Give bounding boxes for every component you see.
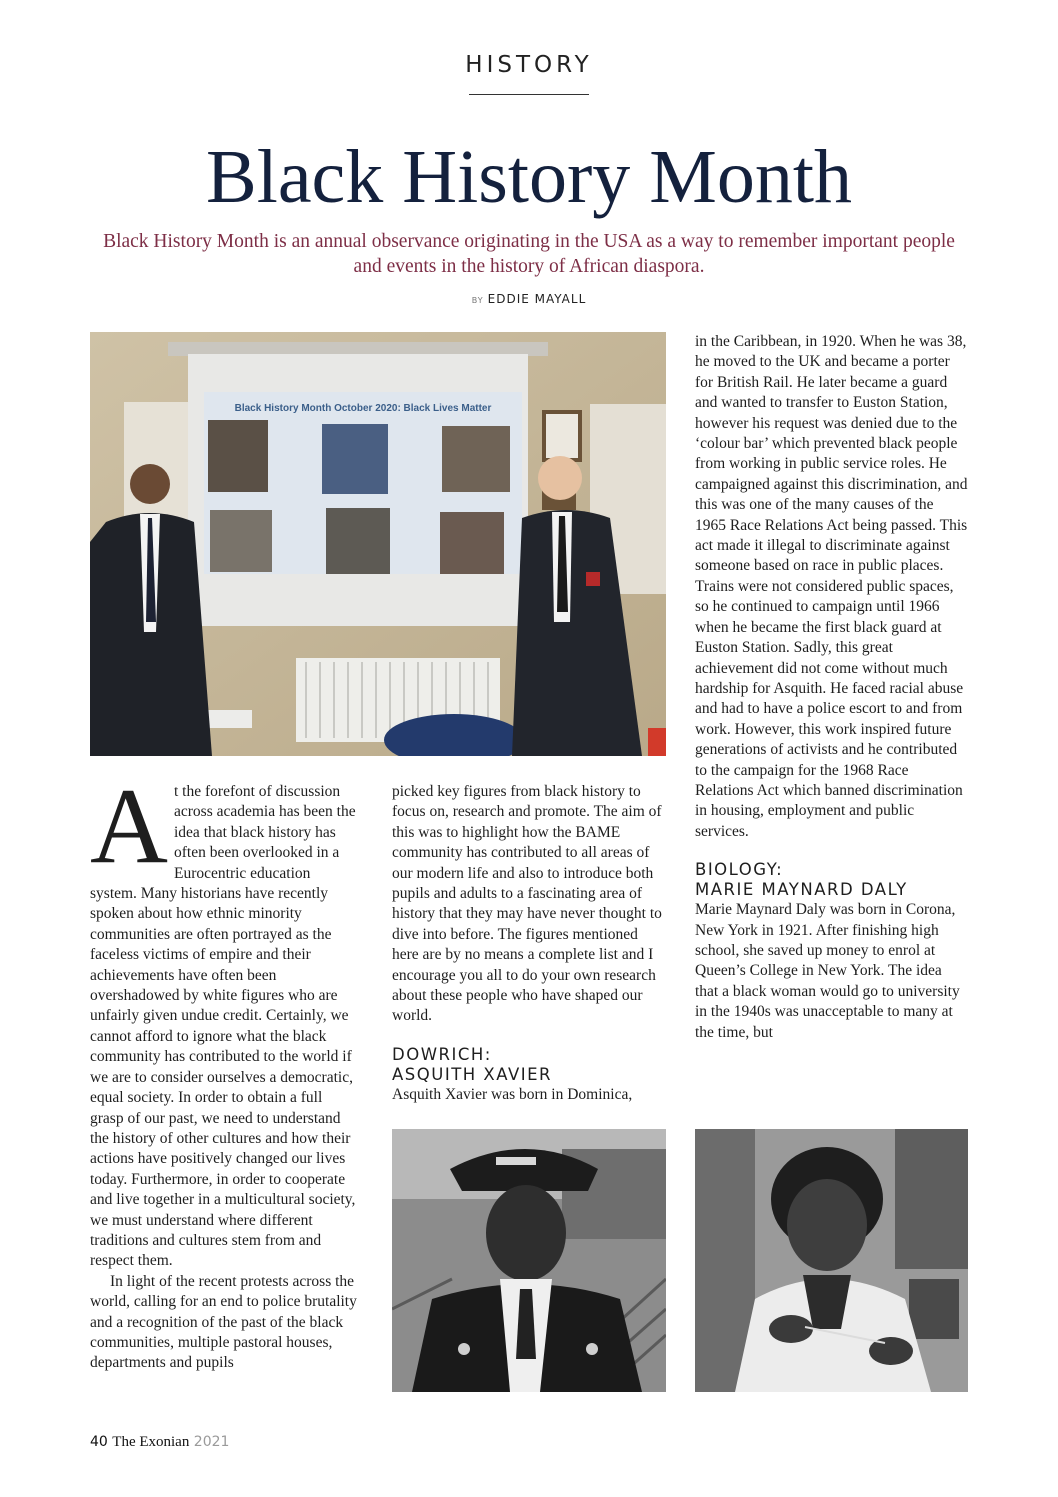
marie-maynard-daly-photo [695, 1129, 968, 1392]
body-column-1 [90, 767, 358, 1374]
page-footer [90, 1434, 229, 1451]
heading-person: MARIE MAYNARD DALY [695, 880, 908, 900]
intro-paragraph: t the forefont of discussion across academia has been the idea that black history has often been overlooked in a Eurocentric education system. Many historians have recently spoken about how ethnic minority communities are often portrayed as the faceless victims of empire and their achievements have often been overshadowed by white figures who are unfairly given undue credit. Certainly, we cannot afford to ignore what the black community has contributed to the world if we are to consider ourselves a democratic, equal society. In order to obtain a full grasp of our past, we need to understand the history of other cultures and how their actions have positively changed our lives today. Furthermore, in order to cooperate and live together in a multicultural society, we must understand where different traditions and cultures stem from and respect them. [90, 783, 356, 1270]
asquith-xavier-photo [392, 1129, 666, 1392]
body-paragraph: in the Caribbean, in 1920. When he was 38, he moved to the UK and became a porter for British Rail. He later became a guard and wanted to transfer to Euston Station, however his request was denied due to the ‘colour bar’ which prevented black people from working in public service roles. He campaigned against this discrimination, and this was one of the many causes of the 1965 Race Relations Act being passed. This act made it illegal to discriminate against someone based on race in public places. Trains were not considered public spaces, so he continued to campaign until 1966 when he became the first black guard at Euston Station. Sadly, this great achievement did not come without much hardship for Asquith. He faced racial abuse and had to have a police escort to and from work. However, this work inspired future generations of activists and he contributed to the campaign for the 1968 Race Relations Act which banned discrimination in housing, employment and public services. [695, 333, 968, 840]
publication-year: 2021 [193, 1434, 230, 1450]
body-paragraph: In light of the recent protests across the world, calling for an end to police brutality and a recognition of the past of the black communities, multiple pastoral houses, departments and pupils [90, 1272, 357, 1372]
section-rule [469, 94, 589, 95]
publication-name: The Exonian [112, 1434, 190, 1450]
classroom-photo [90, 332, 666, 756]
headline: Black History Month [206, 135, 852, 219]
heading-house: BIOLOGY: [695, 860, 784, 880]
body-column-3 [695, 332, 968, 1043]
page-number: 40 [90, 1434, 108, 1450]
heading-house: DOWRICH: [392, 1044, 492, 1064]
section-heading-biology [695, 860, 968, 900]
body-paragraph: Marie Maynard Daly was born in Corona, New York in 1921. After finishing high school, she saved up money to enrol at Queen’s College in New York. The idea that a black woman would go to university in the 1940s was unacceptable to many at the time, but [695, 901, 960, 1041]
body-column-2 [392, 782, 666, 1105]
heading-person: ASQUITH XAVIER [392, 1064, 553, 1084]
body-paragraph: picked key figures from black history to focus on, research and promote. The aim of this was to highlight how the BAME community has contributed to all areas of our modern life and also to introduce both pupils and adults to a fascinating area of history that they may have never thought to dive into before. The figures mentioned here are by no means a complete list and I encourage you all to do your own research about these people who have shaped our world. [392, 783, 662, 1025]
section-label: HISTORY [465, 52, 593, 78]
byline-author: EDDIE MAYALL [487, 292, 587, 306]
standfirst: Black History Month is an annual observance originating in the USA as a way to remember important people and events in the history of African diaspora. [103, 231, 955, 277]
body-paragraph: Asquith Xavier was born in Dominica, [392, 1085, 633, 1103]
section-heading-dowrich [392, 1045, 666, 1085]
slide-title: Black History Month October 2020: Black Lives Matter [234, 403, 492, 414]
drop-cap: A [90, 767, 168, 886]
byline-prefix: BY [471, 296, 484, 305]
byline [0, 292, 1058, 306]
